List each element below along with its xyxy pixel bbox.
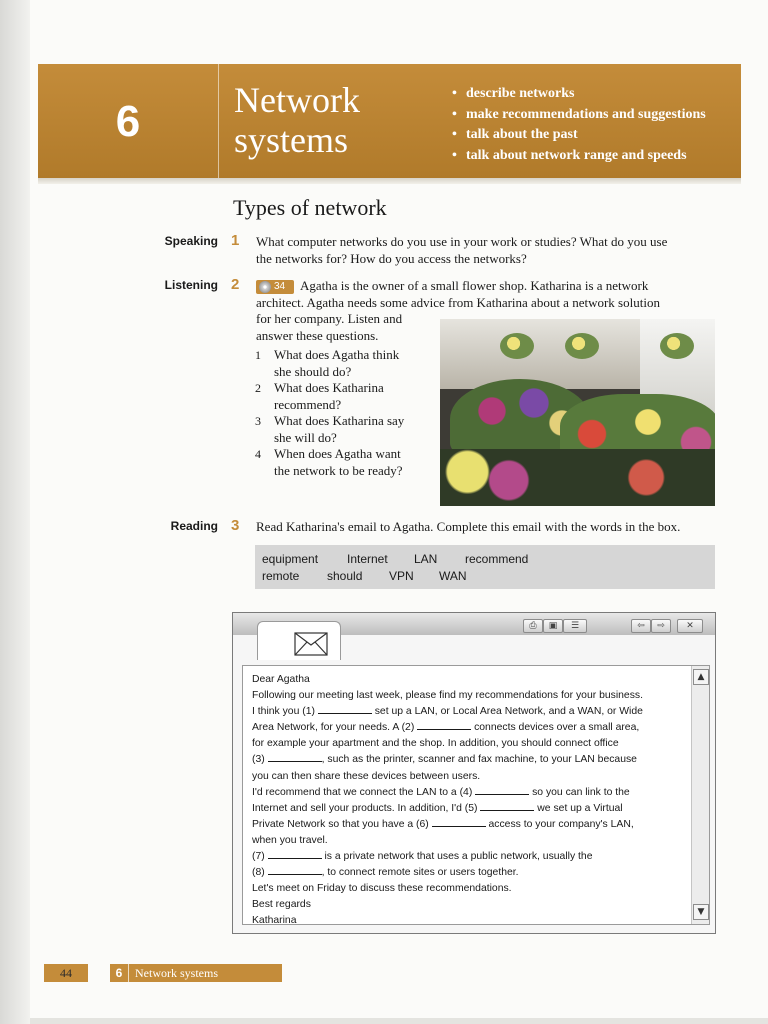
hanging-basket xyxy=(660,333,694,359)
word-box-item: equipment xyxy=(262,552,319,566)
speaking-label: Speaking xyxy=(164,234,218,248)
email-line: Katharina xyxy=(252,915,297,927)
objective-item: • describe networks xyxy=(452,84,706,105)
question-text: she will do? xyxy=(274,429,337,445)
print-icon[interactable]: ⎙ xyxy=(523,619,543,633)
email-line-text: , to connect remote sites or users together. xyxy=(321,867,519,879)
question-text: the network to be ready? xyxy=(274,462,403,478)
word-box-item: remote xyxy=(262,569,300,583)
exercise-number-1: 1 xyxy=(231,232,240,249)
word-box-item: VPN xyxy=(389,569,414,583)
hanging-basket xyxy=(565,333,599,359)
listening-line: answer these questions. xyxy=(256,327,379,343)
gap-blank-5[interactable] xyxy=(480,801,534,811)
objective-item: • make recommendations and suggestions xyxy=(452,105,706,126)
banner-underline xyxy=(38,178,741,184)
unit-title xyxy=(234,80,360,160)
objective-item: • talk about network range and speeds xyxy=(452,146,706,167)
email-line: Dear Agatha xyxy=(252,674,310,685)
email-line: you can then share these devices between users. xyxy=(252,770,481,782)
question-text: What does Katharina say xyxy=(274,413,405,428)
email-line xyxy=(252,720,680,736)
question-item xyxy=(255,413,435,446)
gap-blank-4[interactable] xyxy=(475,785,529,795)
objective-item: • talk about the past xyxy=(452,125,706,146)
page-edge xyxy=(30,1018,768,1024)
gap-blank-8[interactable] xyxy=(268,865,322,875)
email-line-text: (8) xyxy=(252,867,265,879)
email-line-text: Area Network, for your needs. A (2) xyxy=(252,722,415,734)
word-box-item: Internet xyxy=(347,552,388,566)
email-line xyxy=(252,817,680,833)
exercise-number-2: 2 xyxy=(231,276,240,293)
word-box-item: WAN xyxy=(439,569,467,583)
email-line xyxy=(252,785,680,801)
word-box-item: LAN xyxy=(414,552,438,566)
question-item xyxy=(255,380,435,413)
email-line-text: Internet and sell your products. In addition, I'd (5) xyxy=(252,802,478,814)
question-number: 4 xyxy=(255,447,261,461)
email-line-text: we set up a Virtual xyxy=(537,802,623,814)
email-line-text: (3) xyxy=(252,754,265,766)
unit-number: 6 xyxy=(115,97,141,146)
email-tab[interactable] xyxy=(257,621,341,660)
speaking-prompt xyxy=(256,234,726,267)
gap-blank-2[interactable] xyxy=(417,720,471,730)
footer-unit-number: 6 xyxy=(110,964,129,982)
email-line: for example your apartment and the shop. In addition, you should connect office xyxy=(252,738,619,750)
email-line xyxy=(252,865,680,881)
email-line: when you travel. xyxy=(252,834,328,846)
listening-line xyxy=(256,278,726,295)
email-window xyxy=(232,612,716,934)
audio-track-number: 34 xyxy=(274,281,286,292)
envelope-icon xyxy=(294,632,328,656)
email-line: Best regards xyxy=(252,899,311,911)
page-gutter xyxy=(0,0,30,1024)
flower-display xyxy=(440,449,715,506)
unit-title-line2: systems xyxy=(234,120,349,160)
section-title: Types of network xyxy=(233,195,387,220)
question-item xyxy=(255,446,435,479)
word-box-item: should xyxy=(327,569,363,583)
forward-icon[interactable]: ⇨ xyxy=(651,619,671,633)
reading-instruction: Read Katharina's email to Agatha. Complete this email with the words in the box. xyxy=(256,519,681,534)
listening-line: for her company. Listen and xyxy=(256,311,403,326)
gap-blank-7[interactable] xyxy=(268,849,322,859)
email-line: Let's meet on Friday to discuss these recommendations. xyxy=(252,883,512,895)
email-line-text: I think you (1) xyxy=(252,706,315,718)
question-text: When does Agatha want xyxy=(274,446,401,461)
email-line-text: access to your company's LAN, xyxy=(488,818,634,830)
email-line-text: Private Network so that you have a (6) xyxy=(252,818,429,830)
email-line: Following our meeting last week, please find my recommendations for your business. xyxy=(252,690,643,702)
question-text: What does Agatha think xyxy=(274,347,400,362)
question-text: she should do? xyxy=(274,363,352,379)
listening-line: architect. Agatha needs some advice from Katharina about a network solution xyxy=(256,294,660,310)
email-body xyxy=(242,665,710,925)
question-text: What does Katharina xyxy=(274,380,384,395)
email-line-text: (7) xyxy=(252,851,265,863)
back-icon[interactable]: ⇦ xyxy=(631,619,651,633)
gap-blank-1[interactable] xyxy=(318,704,372,714)
email-text xyxy=(252,672,680,930)
question-number: 2 xyxy=(255,381,261,395)
speaking-line: the networks for? How do you access the networks? xyxy=(256,250,527,266)
question-text: recommend? xyxy=(274,396,342,412)
email-line-text: set up a LAN, or Local Area Network, and a WAN, or Wide xyxy=(374,706,643,718)
page-number: 44 xyxy=(44,964,88,982)
email-line xyxy=(252,704,680,720)
question-number: 3 xyxy=(255,414,261,428)
unit-objectives xyxy=(452,84,706,166)
question-number: 1 xyxy=(255,348,261,362)
exercise-number-3: 3 xyxy=(231,517,240,534)
email-line-text: so you can link to the xyxy=(532,786,630,798)
scroll-up-icon[interactable]: ▲ xyxy=(693,669,709,685)
word-box xyxy=(255,545,715,589)
listening-label: Listening xyxy=(164,278,218,292)
gap-blank-3[interactable] xyxy=(268,752,322,762)
gap-blank-6[interactable] xyxy=(432,817,486,827)
cd-icon xyxy=(259,281,271,293)
email-line xyxy=(252,752,680,768)
reading-label: Reading xyxy=(170,519,218,533)
email-line xyxy=(252,849,680,865)
footer-unit-title: Network systems xyxy=(135,966,218,980)
listening-questions xyxy=(255,347,435,479)
close-icon[interactable]: ✕ xyxy=(677,619,703,633)
word-box-item: recommend xyxy=(465,552,529,566)
unit-title-line1: Network xyxy=(234,80,360,120)
attach-icon[interactable]: ☰ xyxy=(563,619,587,633)
save-icon[interactable]: ▣ xyxy=(543,619,563,633)
email-line-text: connects devices over a small area, xyxy=(474,722,640,734)
audio-track-button[interactable] xyxy=(256,280,294,294)
footer-unit xyxy=(110,964,282,982)
email-line xyxy=(252,801,680,817)
email-line-text: , such as the printer, scanner and fax machine, to your LAN because xyxy=(321,754,637,766)
email-line-text: I'd recommend that we connect the LAN to a (4) xyxy=(252,786,473,798)
listening-line-text: Agatha is the owner of a small flower shop. Katharina is a network xyxy=(300,278,649,293)
question-item xyxy=(255,347,435,380)
flower-shop-photo xyxy=(440,319,715,506)
speaking-line: What computer networks do you use in your work or studies? What do you use xyxy=(256,234,668,249)
hanging-basket xyxy=(500,333,534,359)
email-line-text: is a private network that uses a public network, usually the xyxy=(324,851,593,863)
scroll-down-icon[interactable]: ▼ xyxy=(693,904,709,920)
email-scrollbar[interactable] xyxy=(691,666,709,924)
banner-divider xyxy=(218,64,219,180)
